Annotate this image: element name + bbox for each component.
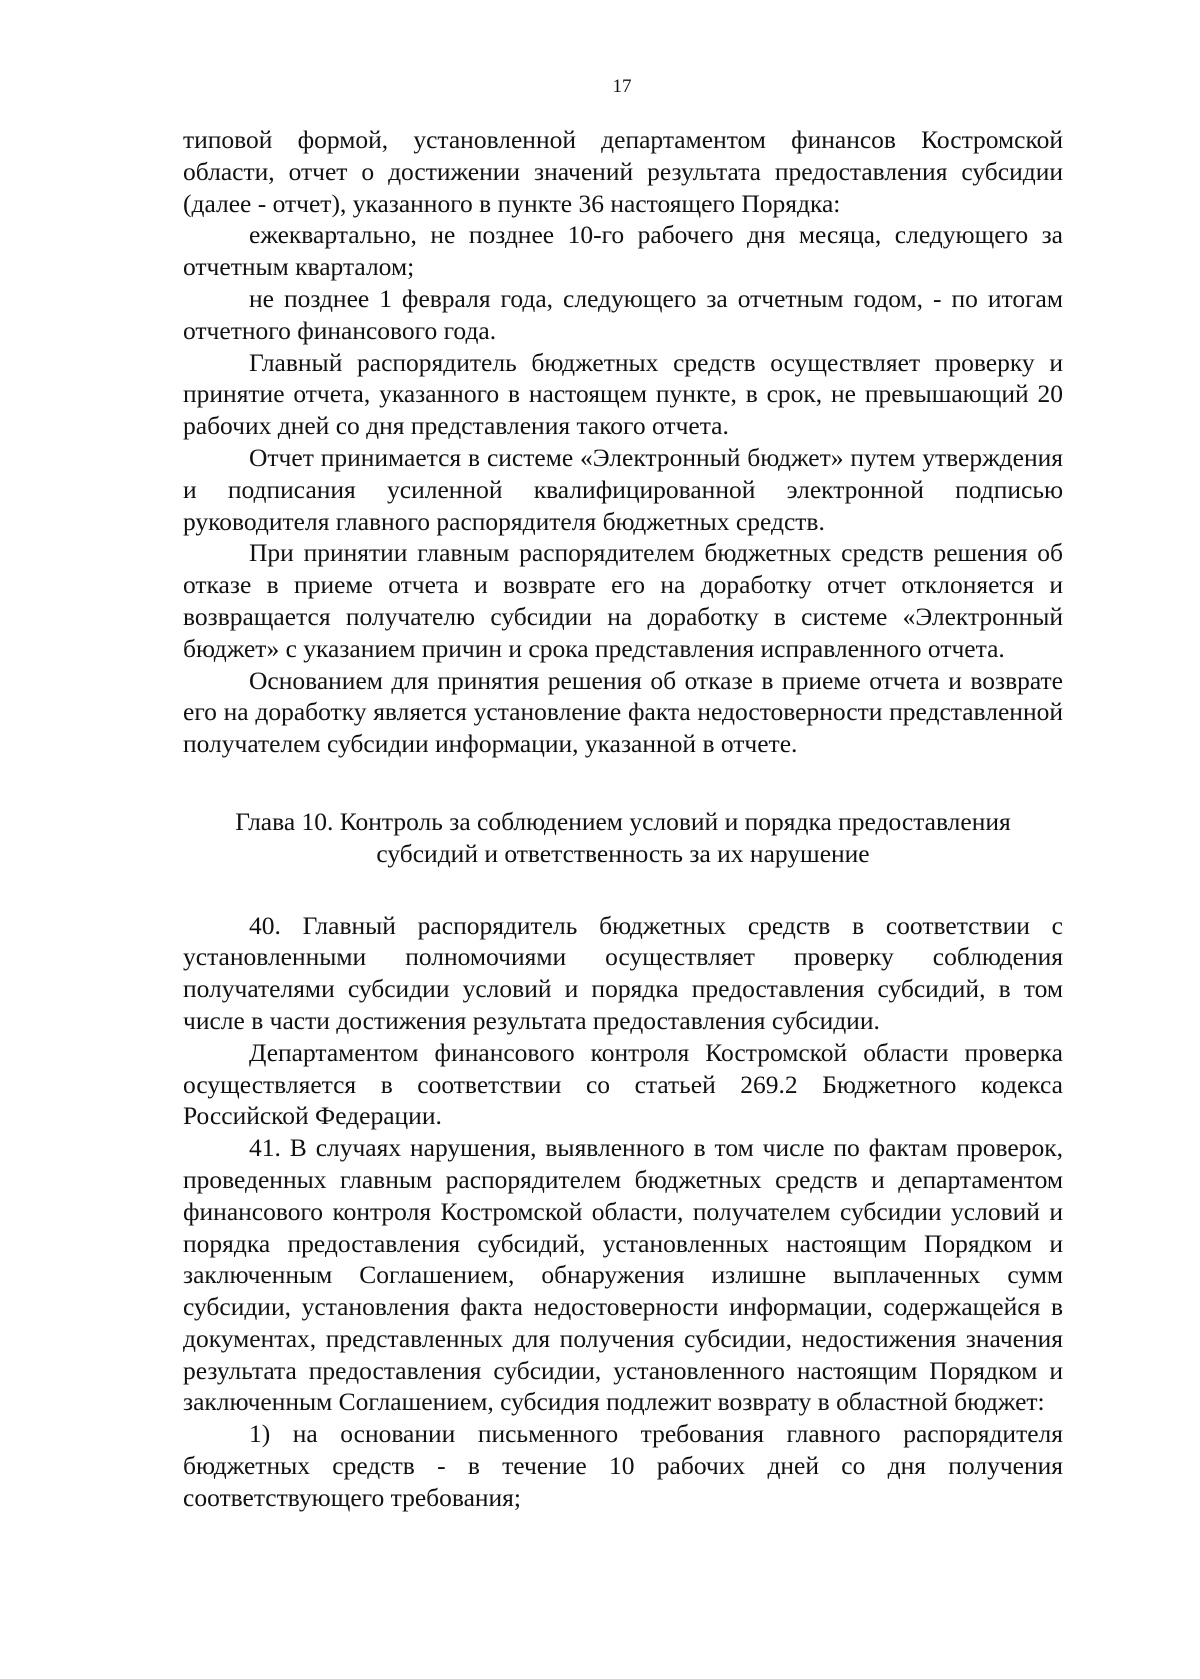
paragraph: Отчет принимается в системе «Электронный бюджет» путем утверждения и подписания усиленной квалифицированной электронной подписью руководителя главного распорядителя бюджетных средств. bbox=[183, 442, 1063, 536]
chapter-title: Глава 10. Контроль за соблюдением условий и порядка предоставления субсидий и ответственность за их нарушение bbox=[235, 806, 1011, 868]
paragraph: Основанием для принятия решения об отказе в приеме отчета и возврате его на доработку является установление факта недостоверности представленной получателем субсидии информации, указанной в отчете. bbox=[183, 665, 1063, 759]
paragraph: Главный распорядитель бюджетных средств осуществляет проверку и принятие отчета, указанного в настоящем пункте, в срок, не превышающий 20 рабочих дней со дня представления такого отчета. bbox=[183, 347, 1063, 441]
paragraph: 41. В случаях нарушения, выявленного в том числе по фактам проверок, проведенных главным распорядителем бюджетных средств и департаментом финансового контроля Костромской области, получателем субсидии условий и порядка предоставления субсидий, установленных настоящим Порядком и заключенным Соглашением, обнаружения излишне выплаченных сумм субсидии, установления факта недостоверности информации, содержащейся в документах, представленных для получения субсидии, недостижения значения результата предоставления субсидии, установленного настоящим Порядком и заключенным Соглашением, субсидия подлежит возврату в областной бюджет: bbox=[183, 1133, 1063, 1417]
document-body bbox=[183, 124, 1063, 1514]
paragraph: При принятии главным распорядителем бюджетных средств решения об отказе в приеме отчета и возврате его на доработку отчет отклоняется и возвращается получателю субсидии на доработку в системе «Электронный бюджет» с указанием причин и срока представления исправленного отчета. bbox=[183, 538, 1063, 663]
paragraph: ежеквартально, не позднее 10-го рабочего дня месяца, следующего за отчетным кварталом; bbox=[183, 220, 1063, 282]
paragraph: 40. Главный распорядитель бюджетных средств в соответствии с установленными полномочиями осуществляет проверку соблюдения получателями субсидии условий и порядка предоставления субсидий, в том числе в части достижения результата предоставления субсидии. bbox=[183, 910, 1063, 1035]
paragraph: типовой формой, установленной департаментом финансов Костромской области, отчет о достижении значений результата предоставления субсидии (далее - отчет), указанного в пункте 36 настоящего Порядка: bbox=[183, 125, 1063, 218]
paragraph: не позднее 1 февраля года, следующего за отчетным годом, - по итогам отчетного финансового года. bbox=[183, 283, 1063, 345]
page-number: 17 bbox=[612, 76, 632, 97]
paragraph: Департаментом финансового контроля Костромской области проверка осуществляется в соответствии со статьей 269.2 Бюджетного кодекса Российской Федерации. bbox=[183, 1037, 1063, 1131]
paragraph: 1) на основании письменного требования главного распорядителя бюджетных средств - в течение 10 рабочих дней со дня получения соответствующего требования; bbox=[183, 1419, 1063, 1512]
